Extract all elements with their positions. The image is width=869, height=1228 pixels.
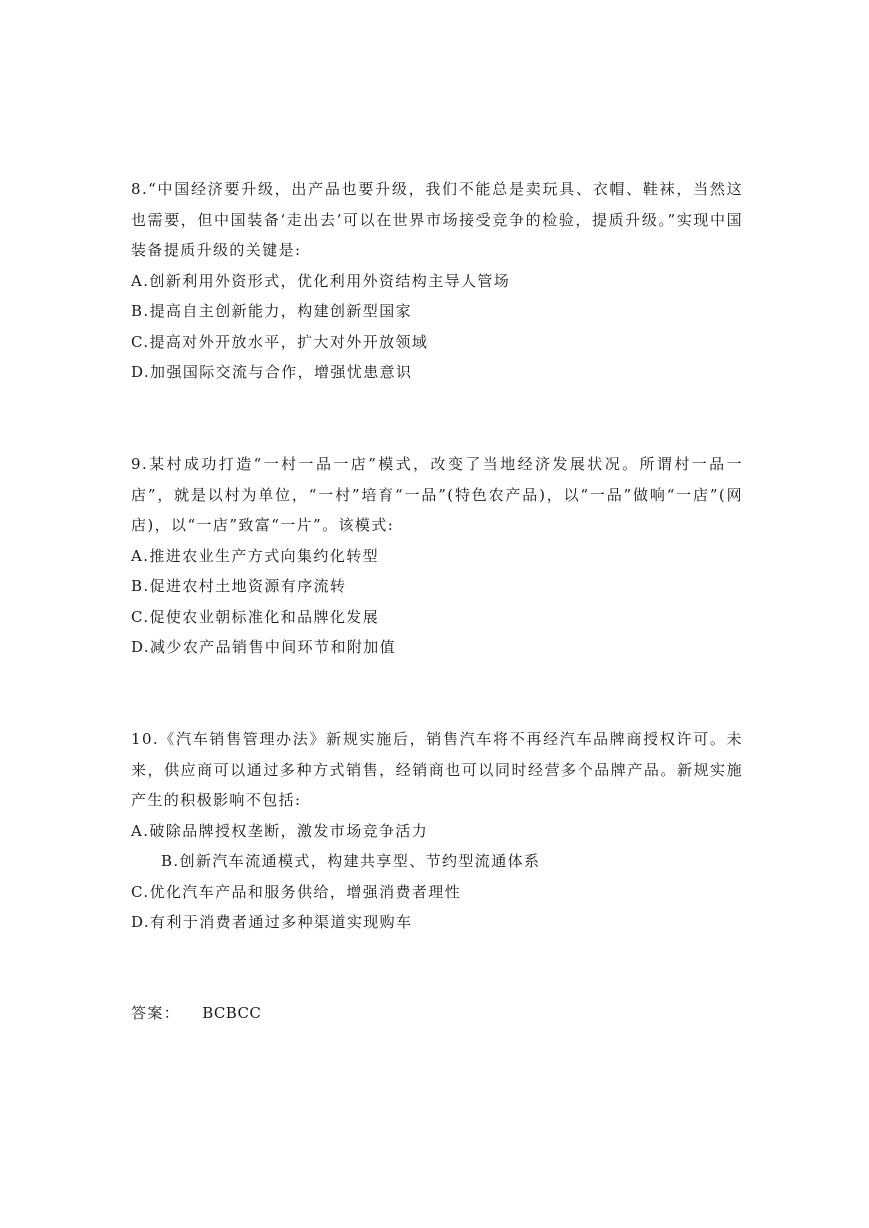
- question-stem: 10.《汽车销售管理办法》新规实施后，销售汽车将不再经汽车品牌商授权许可。未来，供应商可以通过多种方式销售，经销商也可以同时经营多个品牌产品。新规实施产生的积极影响不包括:: [131, 730, 743, 809]
- option-c: C.促使农业朝标准化和品牌化发展: [131, 607, 380, 626]
- question-9: [131, 449, 743, 663]
- question-stem: 8.“中国经济要升级，出产品也要升级，我们不能总是卖玩具、衣帽、鞋袜，当然这也需要，但中国装备‘走出去’可以在世界市场接受竞争的检验，提质升级。”实现中国装备提质升级的关键是:: [131, 180, 743, 259]
- answer-value: BCBCC: [202, 1004, 262, 1022]
- question-8: [131, 174, 743, 388]
- answer-label: 答案：: [131, 1004, 181, 1022]
- option-a: A.破除品牌授权垄断，激发市场竞争活力: [131, 821, 429, 840]
- question-10: [131, 724, 743, 938]
- option-d: D.减少农产品销售中间环节和附加值: [131, 638, 397, 656]
- option-c: C.优化汽车产品和服务供给，增强消费者理性: [131, 882, 462, 901]
- option-c: C.提高对外开放水平，扩大对外开放领域: [131, 332, 429, 351]
- option-d: D.加强国际交流与合作，增强忧患意识: [131, 363, 413, 381]
- option-b: B.提高自主创新能力，构建创新型国家: [131, 302, 412, 320]
- option-d: D.有利于消费者通过多种渠道实现购车: [131, 913, 413, 931]
- option-a: A.推进农业生产方式向集约化转型: [131, 546, 380, 565]
- option-a: A.创新利用外资形式，优化利用外资结构主导人管场: [131, 271, 511, 290]
- question-stem: 9.某村成功打造“一村一品一店”模式，改变了当地经济发展状况。所谓村一品一店”，就是以村为单位，“一村”培育“一品”(特色农产品)，以“一品”做响“一店”(网店)，以“一店”致富“一片”。该模式:: [131, 455, 743, 534]
- option-b: B.创新汽车流通模式，构建共享型、节约型流通体系: [161, 852, 541, 870]
- option-b: B.促进农村土地资源有序流转: [131, 577, 347, 595]
- answer-line: [131, 1001, 261, 1025]
